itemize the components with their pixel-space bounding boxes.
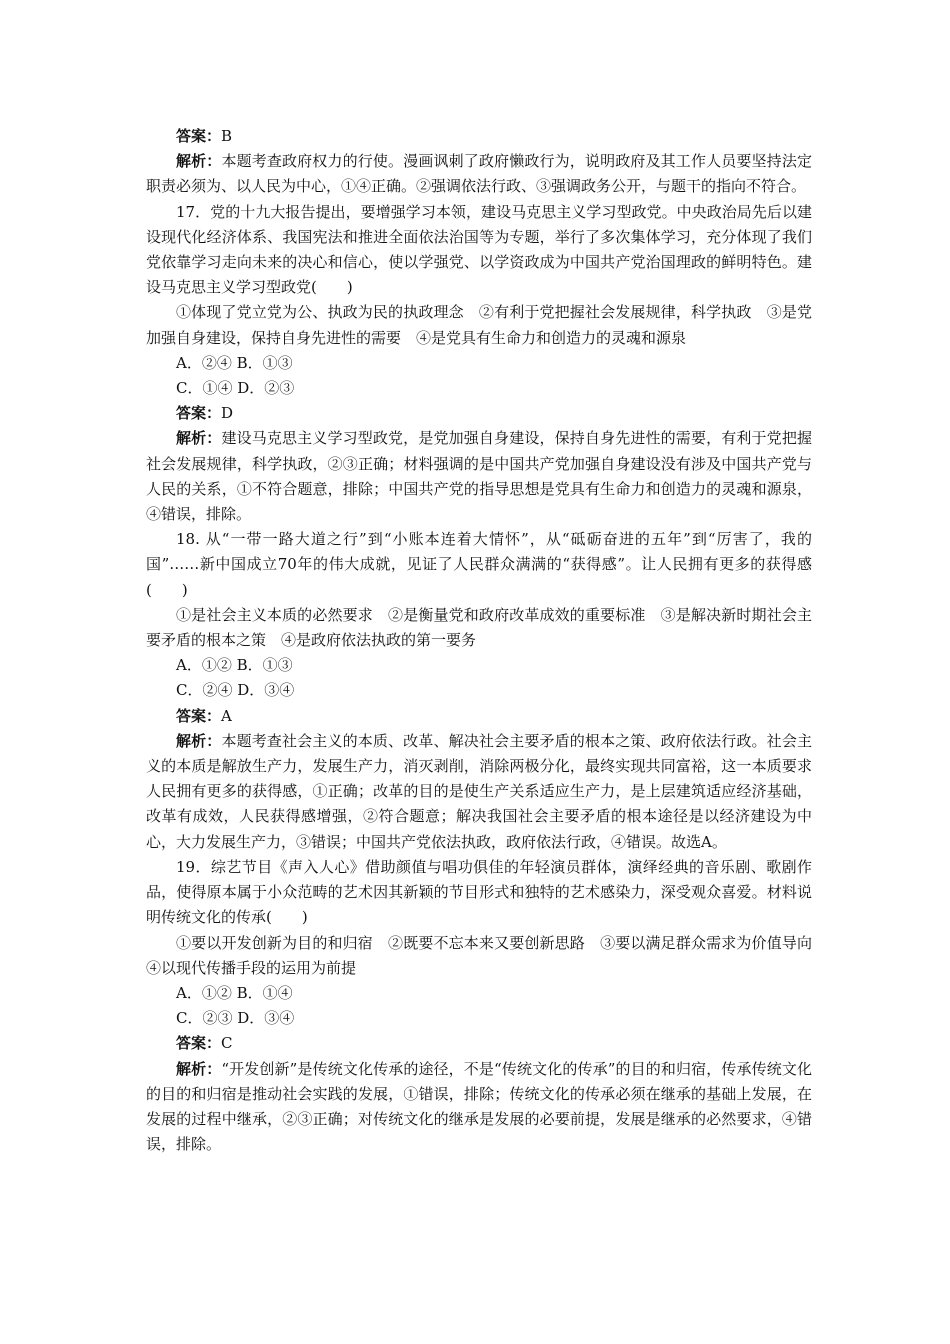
question-17-statements: ①体现了党立党为公、执政为民的执政理念 ②有利于党把握社会发展规律，科学执政 ③是党加强自身建设，保持自身先进性的需要 ④是党具有生命力和创造力的灵魂和源泉 bbox=[146, 303, 812, 347]
answer-line bbox=[146, 401, 812, 426]
analysis-label: 解析： bbox=[176, 152, 222, 171]
question-18-statements: ①是社会主义本质的必然要求 ②是衡量党和政府改革成效的重要标准 ③是解决新时期社会主要矛盾的根本之策 ④是政府依法执政的第一要务 bbox=[146, 605, 812, 650]
question-17-options-ab: A．②④ B．①③ bbox=[176, 353, 293, 372]
answer-label: 答案： bbox=[176, 706, 222, 725]
question-18-options-ab: A．①② B．①③ bbox=[176, 656, 293, 675]
question-17-options-cd: C．①④ D．②③ bbox=[176, 379, 295, 398]
document-body bbox=[146, 124, 828, 1157]
question-19-options-ab: A．①② B．①④ bbox=[176, 983, 293, 1002]
answer-line bbox=[146, 1031, 812, 1056]
answer-label: 答案： bbox=[176, 127, 222, 145]
analysis-label: 解析： bbox=[176, 429, 222, 448]
question-19-stem: 19．综艺节目《声入人心》借助颜值与唱功俱佳的年轻演员群体，演绎经典的音乐剧、歌剧作品，使得原本属于小众范畴的艺术因其新颖的节目形式和独特的艺术感染力，深受观众喜爱。材料说明传统文化的传承( ) bbox=[146, 857, 812, 927]
answer-value: B bbox=[221, 127, 233, 145]
question-18-stem: 18. 从“一带一路大道之行”到“小账本连着大情怀”，从“砥砺奋进的五年”到“厉害了，我的国”……新中国成立70年的伟大成就，见证了人民群众满满的“获得感”。让人民拥有更多的获得感( ) bbox=[146, 530, 812, 599]
answer-value: D bbox=[221, 404, 234, 423]
answer-value: A bbox=[221, 706, 232, 725]
analysis-paragraph bbox=[146, 1057, 812, 1158]
question-19-statements: ①要以开发创新为目的和归宿 ②既要不忘本来又要创新思路 ③要以满足群众需求为价值导向 ④以现代传播手段的运用为前提 bbox=[146, 933, 828, 977]
answer-label: 答案： bbox=[176, 1034, 222, 1053]
answer-label: 答案： bbox=[176, 404, 222, 423]
analysis-text: “开发创新”是传统文化传承的途径，不是“传统文化的传承”的目的和归宿，传承传统文化的目的和归宿是推动社会实践的发展，①错误，排除；传统文化的传承必须在继承的基础上发展，在发展的过程中继承，②③正确；对传统文化的继承是发展的必要前提，发展是继承的必然要求，④错误，排除。 bbox=[146, 1059, 812, 1154]
answer-line bbox=[146, 704, 812, 729]
question-18-options-cd: C．②④ D．③④ bbox=[176, 681, 295, 700]
analysis-paragraph bbox=[146, 426, 812, 527]
analysis-paragraph bbox=[146, 149, 812, 199]
question-19-options-cd: C．②③ D．③④ bbox=[176, 1009, 295, 1028]
answer-value: C bbox=[221, 1034, 233, 1053]
analysis-label: 解析： bbox=[176, 731, 222, 750]
analysis-text: 本题考查社会主义的本质、改革、解决社会主要矛盾的根本之策、政府依法行政。社会主义的本质是解放生产力，发展生产力，消灭剥削，消除两极分化，最终实现共同富裕，这一本质要求人民拥有更多的获得感，①正确；改革的目的是使生产关系适应生产力，是上层建筑适应经济基础，改革有成效，人民获得感增强，②符合题意；解决我国社会主要矛盾的根本途径是以经济建设为中心，大力发展生产力，③错误；中国共产党依法执政，政府依法行政，④错误。故选A。 bbox=[146, 731, 812, 851]
analysis-label: 解析： bbox=[176, 1059, 222, 1078]
analysis-text: 本题考查政府权力的行使。漫画讽刺了政府懒政行为，说明政府及其工作人员要坚持法定职责必须为、以人民为中心，①④正确。②强调依法行政、③强调政务公开，与题干的指向不符合。 bbox=[146, 152, 812, 196]
answer-line bbox=[146, 124, 812, 149]
question-17-stem: 17．党的十九大报告提出，要增强学习本领，建设马克思主义学习型政党。中央政治局先后以建设现代化经济体系、我国宪法和推进全面依法治国等为专题，举行了多次集体学习，充分体现了我们党依靠学习走向未来的决心和信心，使以学强党、以学资政成为中国共产党治国理政的鲜明特色。建设马克思主义学习型政党( ) bbox=[146, 202, 812, 297]
analysis-text: 建设马克思主义学习型政党，是党加强自身建设，保持自身先进性的需要，有利于党把握社会发展规律，科学执政，②③正确；材料强调的是中国共产党加强自身建设没有涉及中国共产党与人民的关系，①不符合题意，排除；中国共产党的指导思想是党具有生命力和创造力的灵魂和源泉，④错误，排除。 bbox=[146, 429, 812, 524]
analysis-paragraph bbox=[146, 729, 812, 855]
